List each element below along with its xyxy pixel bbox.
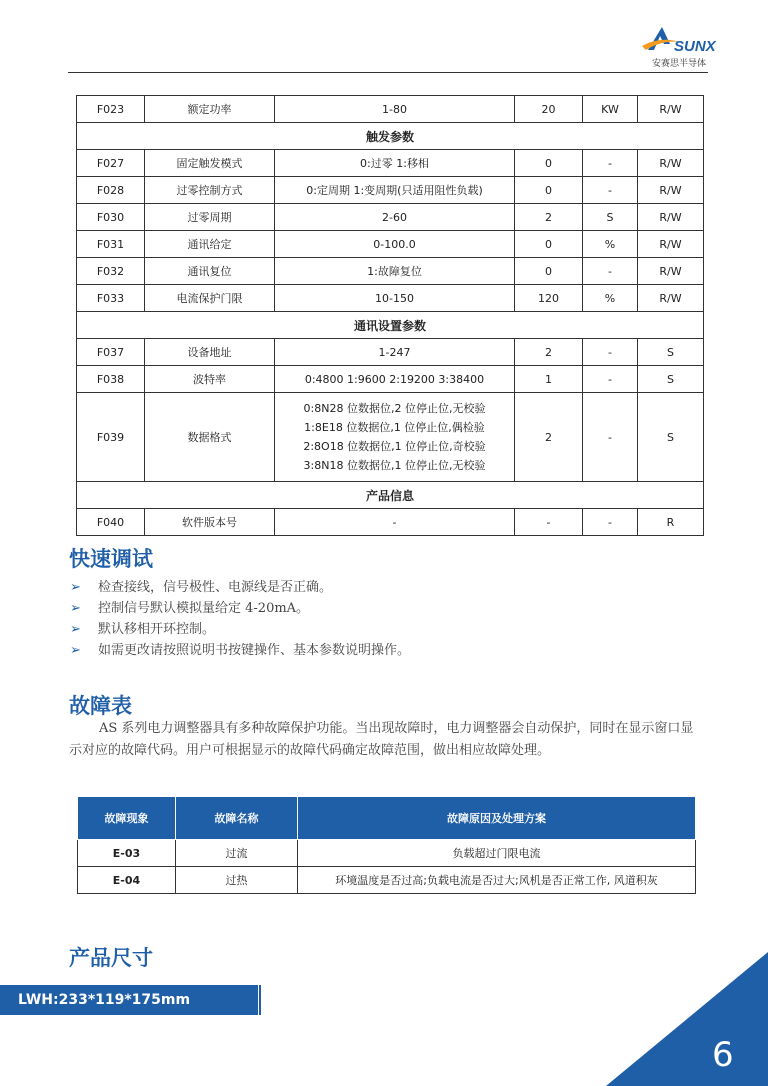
param-default: 0 xyxy=(515,231,583,258)
table-row xyxy=(77,339,704,366)
param-unit: % xyxy=(583,285,638,312)
fault-name: 过流 xyxy=(176,840,298,867)
param-access: R xyxy=(638,509,704,536)
page-number: 6 xyxy=(712,1035,734,1075)
param-name: 通讯复位 xyxy=(145,258,275,285)
section-title: 通讯设置参数 xyxy=(77,312,704,339)
param-range: 0:过零 1:移相 xyxy=(275,150,515,177)
table-row xyxy=(77,366,704,393)
param-range: 0:定周期 1:变周期(只适用阻性负载) xyxy=(275,177,515,204)
param-name: 额定功率 xyxy=(145,96,275,123)
param-default: 1 xyxy=(515,366,583,393)
param-range-line: 2:8O18 位数据位,1 位停止位,奇校验 xyxy=(303,440,486,453)
section-row xyxy=(77,312,704,339)
param-range-line: 1:8E18 位数据位,1 位停止位,偶检验 xyxy=(304,421,485,434)
param-access: R/W xyxy=(638,258,704,285)
param-code: F031 xyxy=(77,231,145,258)
fault-paragraph: AS 系列电力调整器具有多种故障保护功能。当出现故障时，电力调整器会自动保护，同时在显示窗口显示对应的故障代码。用户可根据显示的故障代码确定故障范围，做出相应故障处理。 xyxy=(69,721,694,758)
table-row xyxy=(77,150,704,177)
param-name: 过零控制方式 xyxy=(145,177,275,204)
param-code: F033 xyxy=(77,285,145,312)
list-item xyxy=(70,577,410,598)
param-access: R/W xyxy=(638,177,704,204)
list-item-text: 检查接线，信号极性、电源线是否正确。 xyxy=(98,580,333,595)
fault-solution: 环境温度是否过高;负载电流是否过大;风机是否正常工作, 风道积灰 xyxy=(298,867,696,894)
param-access: R/W xyxy=(638,231,704,258)
list-item-text: 控制信号默认模拟量给定 4-20mA。 xyxy=(98,601,310,616)
param-unit: - xyxy=(583,150,638,177)
param-default: 120 xyxy=(515,285,583,312)
param-unit: - xyxy=(583,258,638,285)
param-unit: % xyxy=(583,231,638,258)
table-row xyxy=(78,840,696,867)
param-unit: - xyxy=(583,177,638,204)
table-row xyxy=(77,204,704,231)
section-title: 产品信息 xyxy=(77,482,704,509)
table-row xyxy=(77,177,704,204)
fault-title: 故障表 xyxy=(69,694,132,718)
table-row xyxy=(77,258,704,285)
param-default: 0 xyxy=(515,150,583,177)
param-range: 1-247 xyxy=(275,339,515,366)
list-item xyxy=(70,640,410,661)
param-range: 0:4800 1:9600 2:19200 3:38400 xyxy=(275,366,515,393)
page-corner-triangle xyxy=(606,952,768,1086)
arrow-bullet-icon: ➢ xyxy=(70,601,81,616)
fault-name: 过热 xyxy=(176,867,298,894)
section-row xyxy=(77,123,704,150)
param-name: 固定触发模式 xyxy=(145,150,275,177)
dimensions-value: LWH:233*119*175mm xyxy=(18,992,191,1008)
fault-code: E-04 xyxy=(78,867,176,894)
section-row xyxy=(77,482,704,509)
param-default: - xyxy=(515,509,583,536)
arrow-bullet-icon: ➢ xyxy=(70,580,81,595)
fault-code: E-03 xyxy=(78,840,176,867)
param-code: F028 xyxy=(77,177,145,204)
param-default: 0 xyxy=(515,177,583,204)
logo-subtitle: 安赛思半导体 xyxy=(652,59,707,69)
param-range: 0-100.0 xyxy=(275,231,515,258)
list-item xyxy=(70,619,410,640)
param-default: 0 xyxy=(515,258,583,285)
param-range xyxy=(275,393,515,482)
param-range: - xyxy=(275,509,515,536)
table-row xyxy=(77,231,704,258)
param-unit: - xyxy=(583,509,638,536)
table-row xyxy=(77,509,704,536)
param-unit: - xyxy=(583,393,638,482)
fault-header-solution: 故障原因及处理方案 xyxy=(298,797,696,840)
param-name: 数据格式 xyxy=(145,393,275,482)
param-name: 设备地址 xyxy=(145,339,275,366)
list-item xyxy=(70,598,410,619)
param-unit: - xyxy=(583,339,638,366)
quick-debug-title: 快速调试 xyxy=(69,547,153,571)
param-unit: KW xyxy=(583,96,638,123)
param-default: 2 xyxy=(515,204,583,231)
fault-solution: 负载超过门限电流 xyxy=(298,840,696,867)
list-item-text: 如需更改请按照说明书按键操作、基本参数说明操作。 xyxy=(98,643,411,658)
param-name: 通讯给定 xyxy=(145,231,275,258)
param-access: S xyxy=(638,339,704,366)
param-name: 波特率 xyxy=(145,366,275,393)
fault-header-name: 故障名称 xyxy=(176,797,298,840)
param-access: R/W xyxy=(638,204,704,231)
param-access: R/W xyxy=(638,285,704,312)
header-divider xyxy=(68,72,708,73)
param-code: F038 xyxy=(77,366,145,393)
table-row xyxy=(78,867,696,894)
parameter-table xyxy=(76,95,704,536)
param-access: S xyxy=(638,393,704,482)
param-name: 软件版本号 xyxy=(145,509,275,536)
param-default: 2 xyxy=(515,393,583,482)
param-default: 2 xyxy=(515,339,583,366)
param-unit: - xyxy=(583,366,638,393)
param-name: 过零周期 xyxy=(145,204,275,231)
param-unit: S xyxy=(583,204,638,231)
param-range: 1-80 xyxy=(275,96,515,123)
table-row xyxy=(77,285,704,312)
param-code: F023 xyxy=(77,96,145,123)
param-code: F032 xyxy=(77,258,145,285)
param-code: F040 xyxy=(77,509,145,536)
param-name: 电流保护门限 xyxy=(145,285,275,312)
param-default: 20 xyxy=(515,96,583,123)
table-row xyxy=(77,96,704,123)
arrow-bullet-icon: ➢ xyxy=(70,643,81,658)
dimensions-bar-edge xyxy=(259,985,261,1015)
param-code: F037 xyxy=(77,339,145,366)
arrow-bullet-icon: ➢ xyxy=(70,622,81,637)
param-code: F039 xyxy=(77,393,145,482)
param-range-line: 3:8N18 位数据位,1 位停止位,无校验 xyxy=(303,459,486,472)
section-title: 触发参数 xyxy=(77,123,704,150)
param-access: R/W xyxy=(638,150,704,177)
fault-table-header xyxy=(78,797,696,840)
param-range: 10-150 xyxy=(275,285,515,312)
param-range: 2-60 xyxy=(275,204,515,231)
table-row xyxy=(77,393,704,482)
fault-header-phenomenon: 故障现象 xyxy=(78,797,176,840)
param-code: F030 xyxy=(77,204,145,231)
logo-text: SUNX xyxy=(674,38,716,55)
list-item-text: 默认移相开环控制。 xyxy=(98,622,216,637)
param-access: R/W xyxy=(638,96,704,123)
param-range-line: 0:8N28 位数据位,2 位停止位,无校验 xyxy=(303,402,486,415)
param-code: F027 xyxy=(77,150,145,177)
quick-debug-list xyxy=(70,577,410,661)
dimensions-title: 产品尺寸 xyxy=(69,946,153,970)
fault-table xyxy=(77,796,696,894)
param-access: S xyxy=(638,366,704,393)
param-range: 1:故障复位 xyxy=(275,258,515,285)
